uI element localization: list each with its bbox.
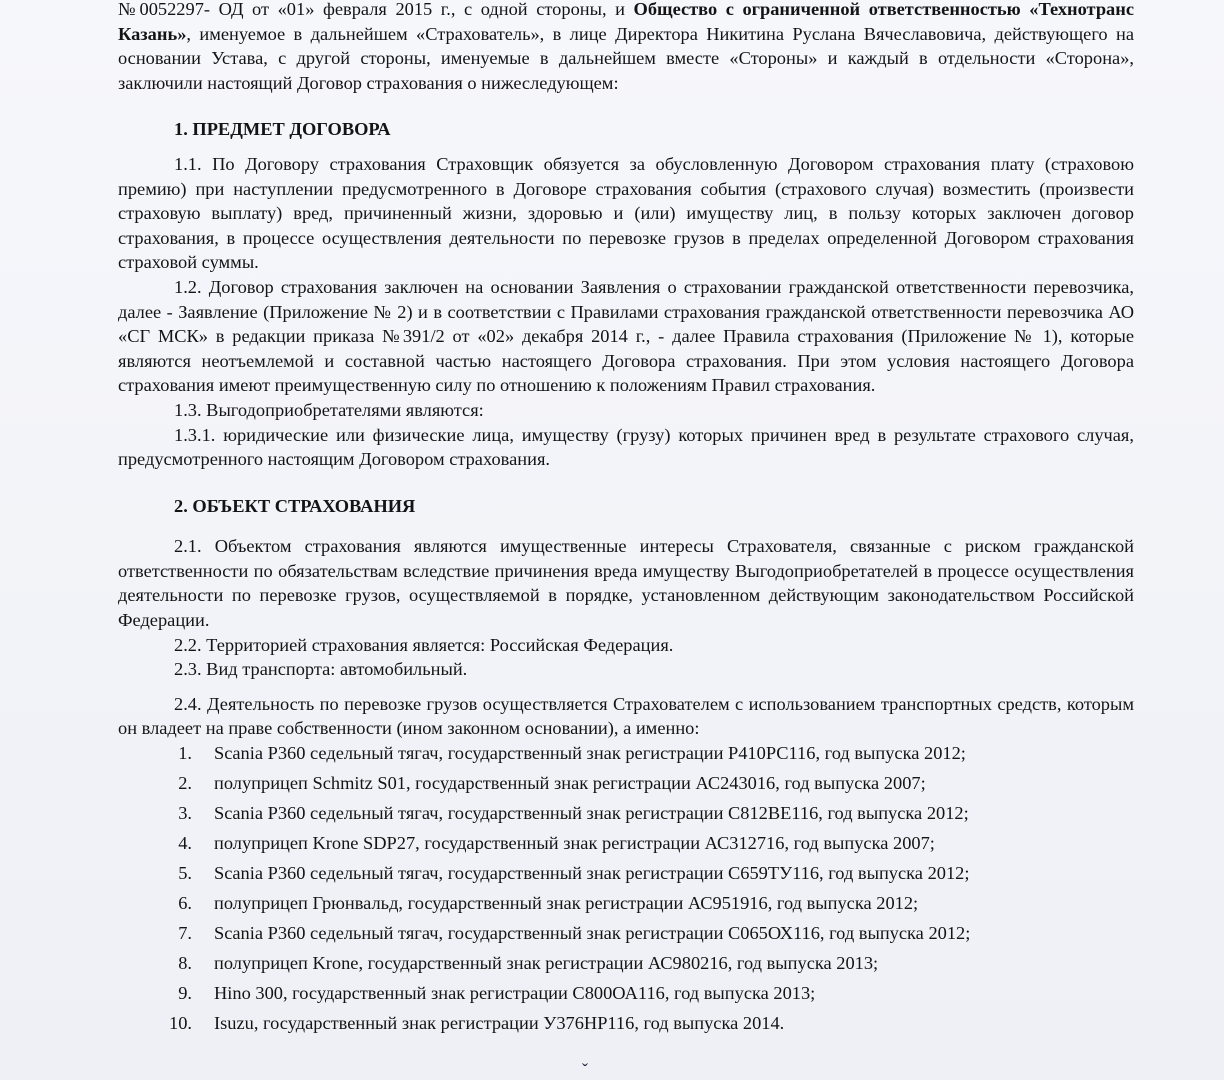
vehicle-item-number: 1. [178,743,192,764]
section-1-heading: 1. ПРЕДМЕТ ДОГОВОРА [174,119,391,140]
document-body [118,0,1134,1041]
vehicle-item-text: Scania P360 седельный тягач, государственный знак регистрации С065ОХ116, год выпуска 2012; [214,923,971,944]
clause-1-3-1: 1.3.1. юридические или физические лица, имуществу (грузу) которых причинен вред в результате страхового случая, предусмотренного настоящим Договором страхования. [118,424,1134,470]
vehicle-item-text: Isuzu, государственный знак регистрации У376НР116, год выпуска 2014. [214,1013,785,1034]
vehicle-list-item [118,921,1134,951]
vehicle-item-text: Scania P360 седельный тягач, государственный знак регистрации С812ВЕ116, год выпуска 2012; [214,803,969,824]
vehicle-list [118,741,1134,1041]
clause-2-3: 2.3. Вид транспорта: автомобильный. [174,659,468,680]
vehicle-list-item [118,981,1134,1011]
vehicle-item-number: 7. [178,923,192,944]
vehicle-item-number: 9. [178,983,192,1004]
scan-speck: ˇ [582,1060,588,1080]
intro-paragraph [118,0,1134,95]
vehicle-item-text: полуприцеп Krone, государственный знак регистрации АС980216, год выпуска 2013; [214,953,879,974]
vehicle-item-text: Scania P360 седельный тягач, государственный знак регистрации С659ТУ116, год выпуска 2012; [214,863,970,884]
vehicle-list-item [118,831,1134,861]
vehicle-item-text: полуприцеп Schmitz S01, государственный знак регистрации АС243016, год выпуска 2007; [214,773,926,794]
vehicle-item-number: 3. [178,803,192,824]
vehicle-list-item [118,1011,1134,1041]
vehicle-item-text: полуприцеп Krone SDP27, государственный знак регистрации АС312716, год выпуска 2007; [214,833,935,854]
vehicle-item-number: 10. [169,1013,192,1034]
clause-1-3: 1.3. Выгодоприобретателями являются: [174,399,484,420]
vehicle-list-item [118,861,1134,891]
intro-contract-ref: №0052297- ОД от «01» февраля 2015 г., с одной стороны, и [118,0,634,19]
vehicle-list-item [118,771,1134,801]
clause-2-4: 2.4. Деятельность по перевозке грузов осуществляется Страхователем с использованием транспортных средств, которым он владеет на праве собственности (ином законном основании), а именно: [118,693,1134,739]
vehicle-item-number: 2. [178,773,192,794]
vehicle-item-text: полуприцеп Грюнвальд, государственный знак регистрации АС951916, год выпуска 2012; [214,893,919,914]
vehicle-list-item [118,891,1134,921]
vehicle-item-number: 5. [178,863,192,884]
vehicle-item-number: 8. [178,953,192,974]
section-2-heading: 2. ОБЪЕКТ СТРАХОВАНИЯ [174,495,416,516]
clause-2-1: 2.1. Объектом страхования являются имущественные интересы Страхователя, связанные с риском гражданской ответственности по обязательствам вследствие причинения вреда имуществу Выгодоприобретателей в процессе осуществления деятельности по перевозке грузов, осуществляемой в порядке, установленном действующим законодательством Российской Федерации. [118,536,1134,631]
vehicle-list-item [118,801,1134,831]
vehicle-list-item [118,741,1134,771]
clause-1-2: 1.2. Договор страхования заключен на основании Заявления о страховании гражданской ответственности перевозчика, далее - Заявление (Приложение № 2) и в соответствии с Правилами страхования гражданской ответственности перевозчика АО «СГ МСК» в редакции приказа №391/2 от «02» декабря 2014 г., - далее Правила страхования (Приложение № 1), которые являются неотъемлемой и составной частью настоящего Договора страхования. При этом условия настоящего Договора страхования имеют преимущественную силу по отношению к положениям Правил страхования. [118,276,1134,396]
intro-rest: , именуемое в дальнейшем «Страхователь», в лице Директора Никитина Руслана Вячеславовича, действующего на основании Устава, с другой стороны, именуемые в дальнейшем вместе «Стороны» и каждый в отдельности «Сторона», заключили настоящий Договор страхования о нижеследующем: [118,23,1134,93]
vehicle-item-text: Hino 300, государственный знак регистрации С800ОА116, год выпуска 2013; [214,983,816,1004]
clause-1-1: 1.1. По Договору страхования Страховщик обязуется за обусловленную Договором страхования плату (страховою премию) при наступлении предусмотренного в Договоре страхования события (страхового случая) возместить (произвести страховую выплату) вред, причиненный жизни, здоровью и (или) имуществу лиц, в пользу которых заключен договор страхования, в процессе осуществления деятельности по перевозке грузов в пределах определенной Договором страхования страховой суммы. [118,153,1134,273]
clause-2-2: 2.2. Территорией страхования является: Российская Федерация. [174,634,674,655]
vehicle-list-item [118,951,1134,981]
intro-company-name: Общество с ограниченной ответственностью «Технотранс Казань» [118,0,1135,44]
vehicle-item-number: 4. [178,833,192,854]
vehicle-item-number: 6. [178,893,192,914]
vehicle-item-text: Scania P360 седельный тягач, государственный знак регистрации Р410РС116, год выпуска 2012; [214,743,966,764]
